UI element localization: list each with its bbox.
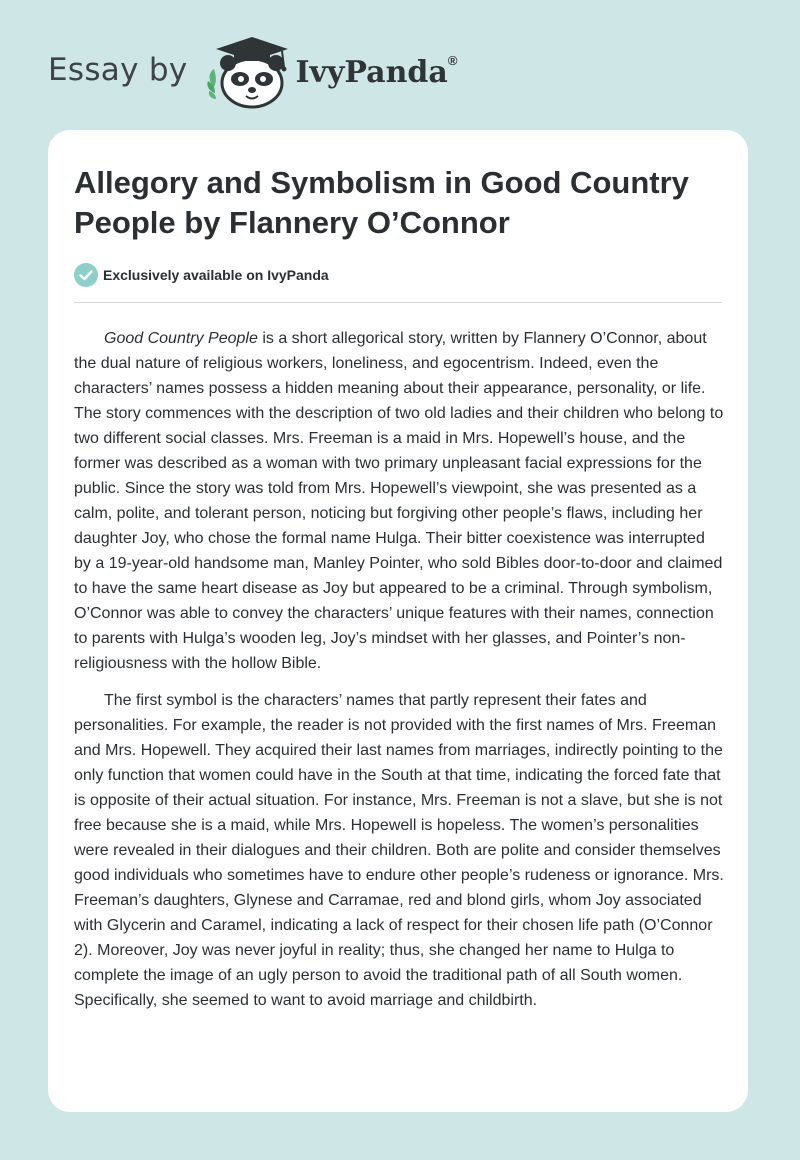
paragraph-1 <box>74 326 724 676</box>
brand-name[interactable] <box>295 52 458 90</box>
book-title-italic: Good Country People <box>104 330 258 347</box>
brand-label: IvyPanda <box>295 54 448 90</box>
exclusive-label: Exclusively available on IvyPanda <box>103 267 329 283</box>
essay-body <box>74 326 724 1025</box>
site-header <box>48 30 457 110</box>
essay-by-label: Essay by <box>48 52 188 88</box>
paragraph-2-text: The first symbol is the characters’ names that partly represent their fates and personalities. For example, the reader is not provided with the first names of Mrs. Freeman and Mrs. Hopewell. They acquired their last names from marriages, indirectly pointing to the only function that women could have in the South at that time, indicating the forced fate that is opposite of their actual situation. For instance, Mrs. Freeman is not a slave, but she is not free because she is a maid, while Mrs. Hopewell is hopeless. The women’s personalities were revealed in their dialogues and their children. Both are polite and consider themselves good individuals who sometimes have to endure other people’s rudeness or ignorance. Mrs. Freeman’s daughters, Glynese and Carramae, red and blond girls, whom Joy associated with Glycerin and Caramel, indicating a lack of respect for their chosen life path (O’Connor 2). Moreover, Joy was never joyful in reality; thus, she changed her name to Hulga to complete the image of an ugly person to avoid the traditional path of all South women. Specifically, she seemed to want to avoid marriage and childbirth. <box>74 692 724 1009</box>
registered-mark: ® <box>447 52 458 68</box>
paragraph-2 <box>74 688 724 1013</box>
check-circle-icon <box>74 263 98 287</box>
exclusive-badge <box>74 263 329 287</box>
title-divider <box>74 302 722 303</box>
essay-card <box>48 130 748 1112</box>
essay-title: Allegory and Symbolism in Good Country People by Flannery O’Connor <box>74 165 689 240</box>
ivypanda-logo-icon[interactable] <box>202 31 294 109</box>
paragraph-1-text: is a short allegorical story, written by Flannery O’Connor, about the dual nature of religious workers, loneliness, and egocentrism. Indeed, even the characters’ names possess a hidden meaning about their appearance, personality, or life. The story commences with the description of two old ladies and their children who belong to two different social classes. Mrs. Freeman is a maid in Mrs. Hopewell’s house, and the former was described as a woman with two primary unpleasant facial expressions for the public. Since the story was told from Mrs. Hopewell’s viewpoint, she was presented as a calm, polite, and tolerant person, noticing but forgiving other people’s flaws, including her daughter Joy, who chose the formal name Hulga. Their bitter coexistence was interrupted by a 19-year-old handsome man, Manley Pointer, who sold Bibles door-to-door and claimed to have the same heart disease as Joy but appeared to be a criminal. Through symbolism, O’Connor was able to convey the characters’ unique features with their names, connection to parents with Hulga’s wooden leg, Joy’s mindset with her glasses, and Pointer’s non-religiousness with the hollow Bible. <box>74 330 724 672</box>
